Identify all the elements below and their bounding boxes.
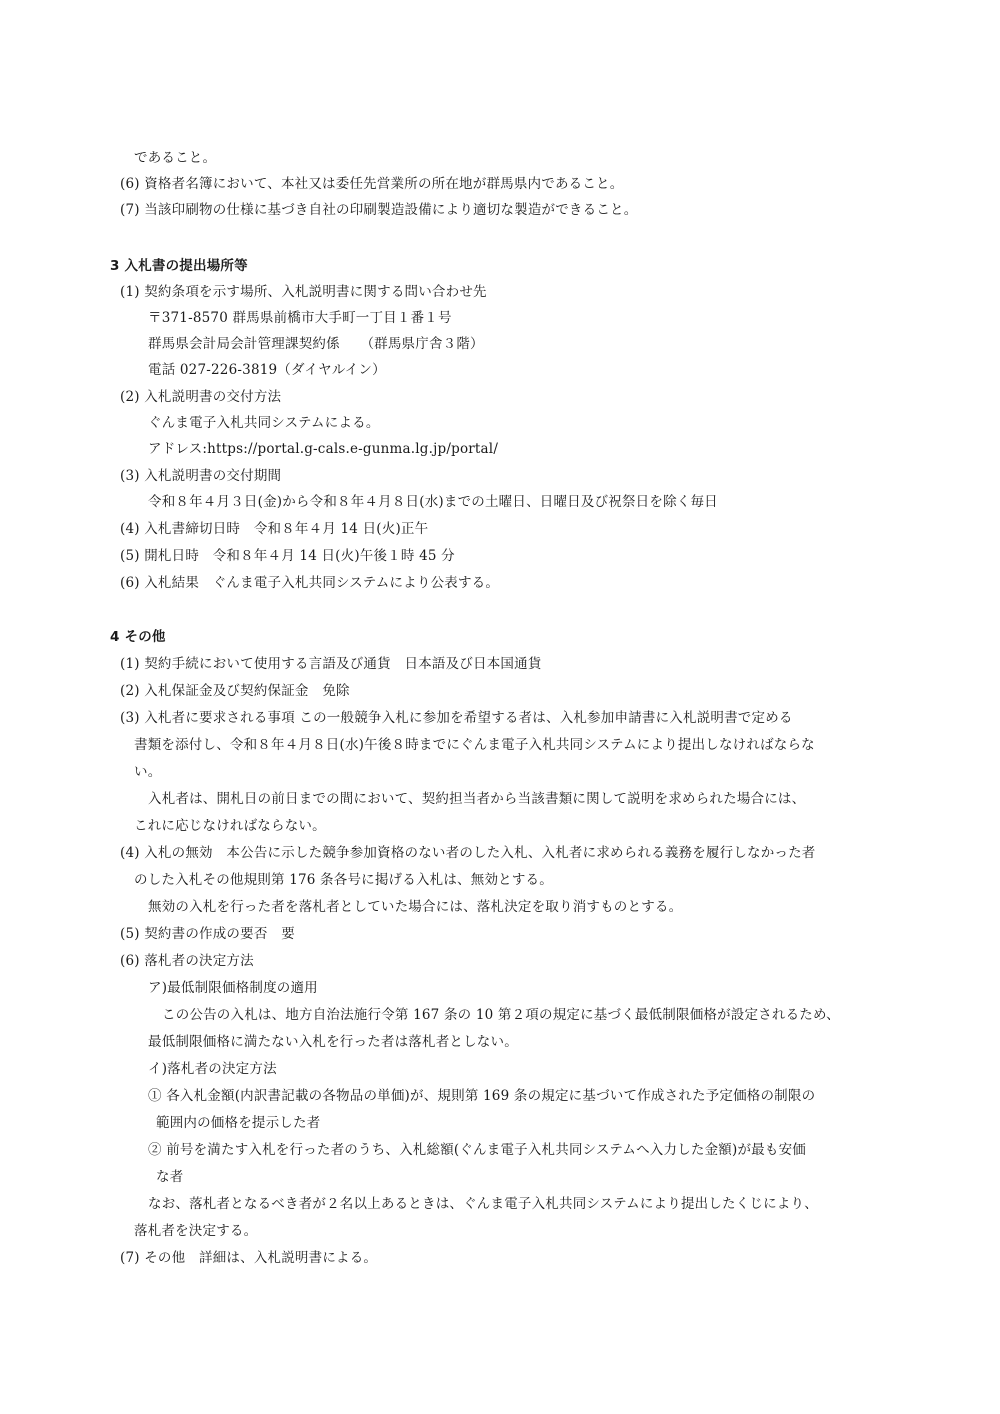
prev-item-7: (7) 当該印刷物の仕様に基づき自社の印刷製造設備により適切な製造ができること。 [120, 202, 638, 218]
s4-item-6-b-1-line-1: ① 各入札金額(内訳書記載の各物品の単価)が、規則第 169 条の規定に基づいて作成された予定価格の制限の [148, 1088, 816, 1104]
s4-item-3-line-3: い。 [134, 764, 162, 780]
s4-item-3-para-2-line-1: 入札者は、開札日の前日までの間において、契約担当者から当該書類に関して説明を求められた場合には、 [148, 791, 806, 807]
s4-item-6-a-line-2: 最低制限価格に満たない入札を行った者は落札者としない。 [148, 1034, 518, 1050]
s4-item-2: (2) 入札保証金及び契約保証金 免除 [120, 683, 350, 699]
s4-item-3-para-2-line-2: これに応じなければならない。 [134, 818, 326, 834]
s3-item-3-period: 令和８年４月３日(金)から令和８年４月８日(水)までの土曜日、日曜日及び祝祭日を除く毎日 [148, 494, 718, 510]
s3-item-3: (3) 入札説明書の交付期間 [120, 468, 282, 484]
s4-item-6-c-line-1: なお、落札者となるべき者が２名以上あるときは、ぐんま電子入札共同システムにより提出したくじにより、 [148, 1196, 818, 1212]
s4-item-6-b-heading: イ)落札者の決定方法 [148, 1061, 277, 1077]
s4-item-6: (6) 落札者の決定方法 [120, 953, 254, 969]
s4-item-4-line-2: のした入札その他規則第 176 条各号に掲げる入札は、無効とする。 [134, 872, 553, 888]
s3-item-2: (2) 入札説明書の交付方法 [120, 389, 282, 405]
s4-item-7: (7) その他 詳細は、入札説明書による。 [120, 1250, 378, 1266]
s3-item-1-phone: 電話 027-226-3819（ダイヤルイン） [148, 362, 386, 378]
s3-item-5: (5) 開札日時 令和８年４月 14 日(火)午後１時 45 分 [120, 548, 455, 564]
s4-item-4-line-1: (4) 入札の無効 本公告に示した競争参加資格のない者のした入札、入札者に求められる義務を履行しなかった者 [120, 845, 816, 861]
s4-item-5: (5) 契約書の作成の要否 要 [120, 926, 295, 942]
s4-item-3-line-1: (3) 入札者に要求される事項 この一般競争入札に参加を希望する者は、入札参加申請書に入札説明書で定める [120, 710, 793, 726]
prev-continuation: であること。 [134, 150, 217, 166]
s3-item-2-address: アドレス:https://portal.g-cals.e-gunma.lg.jp/portal/ [148, 441, 499, 457]
section-3-heading: 3 入札書の提出場所等 [110, 258, 248, 274]
s4-item-3-line-2: 書類を添付し、令和８年４月８日(水)午後８時までにぐんま電子入札共同システムにより提出しなければならな [134, 737, 815, 753]
s3-item-4: (4) 入札書締切日時 令和８年４月 14 日(火)正午 [120, 521, 429, 537]
prev-item-6: (6) 資格者名簿において、本社又は委任先営業所の所在地が群馬県内であること。 [120, 176, 624, 192]
s4-item-6-b-1-line-2: 範囲内の価格を提示した者 [156, 1115, 321, 1131]
s3-item-1-postal: 〒371-8570 群馬県前橋市大手町一丁目１番１号 [148, 310, 452, 326]
s4-item-6-a-line-1: この公告の入札は、地方自治法施行令第 167 条の 10 第２項の規定に基づく最低制限価格が設定されるため、 [162, 1007, 840, 1023]
s3-item-6: (6) 入札結果 ぐんま電子入札共同システムにより公表する。 [120, 575, 500, 591]
s4-item-6-b-2-line-2: な者 [156, 1169, 184, 1185]
s3-item-1-office: 群馬県会計局会計管理課契約係 （群馬県庁舎３階） [148, 336, 484, 352]
s4-item-1: (1) 契約手続において使用する言語及び通貨 日本語及び日本国通貨 [120, 656, 542, 672]
s3-item-2-system: ぐんま電子入札共同システムによる。 [148, 415, 380, 431]
s4-item-4-para-2: 無効の入札を行った者を落札者としていた場合には、落札決定を取り消すものとする。 [148, 899, 683, 915]
section-4-heading: 4 その他 [110, 629, 166, 645]
s4-item-6-b-2-line-1: ② 前号を満たす入札を行った者のうち、入札総額(ぐんま電子入札共同システムへ入力した金額)が最も安価 [148, 1142, 806, 1158]
s4-item-6-a-heading: ア)最低制限価格制度の適用 [148, 980, 318, 996]
s3-item-1: (1) 契約条項を示す場所、入札説明書に関する問い合わせ先 [120, 284, 487, 300]
s4-item-6-c-line-2: 落札者を決定する。 [134, 1223, 258, 1239]
